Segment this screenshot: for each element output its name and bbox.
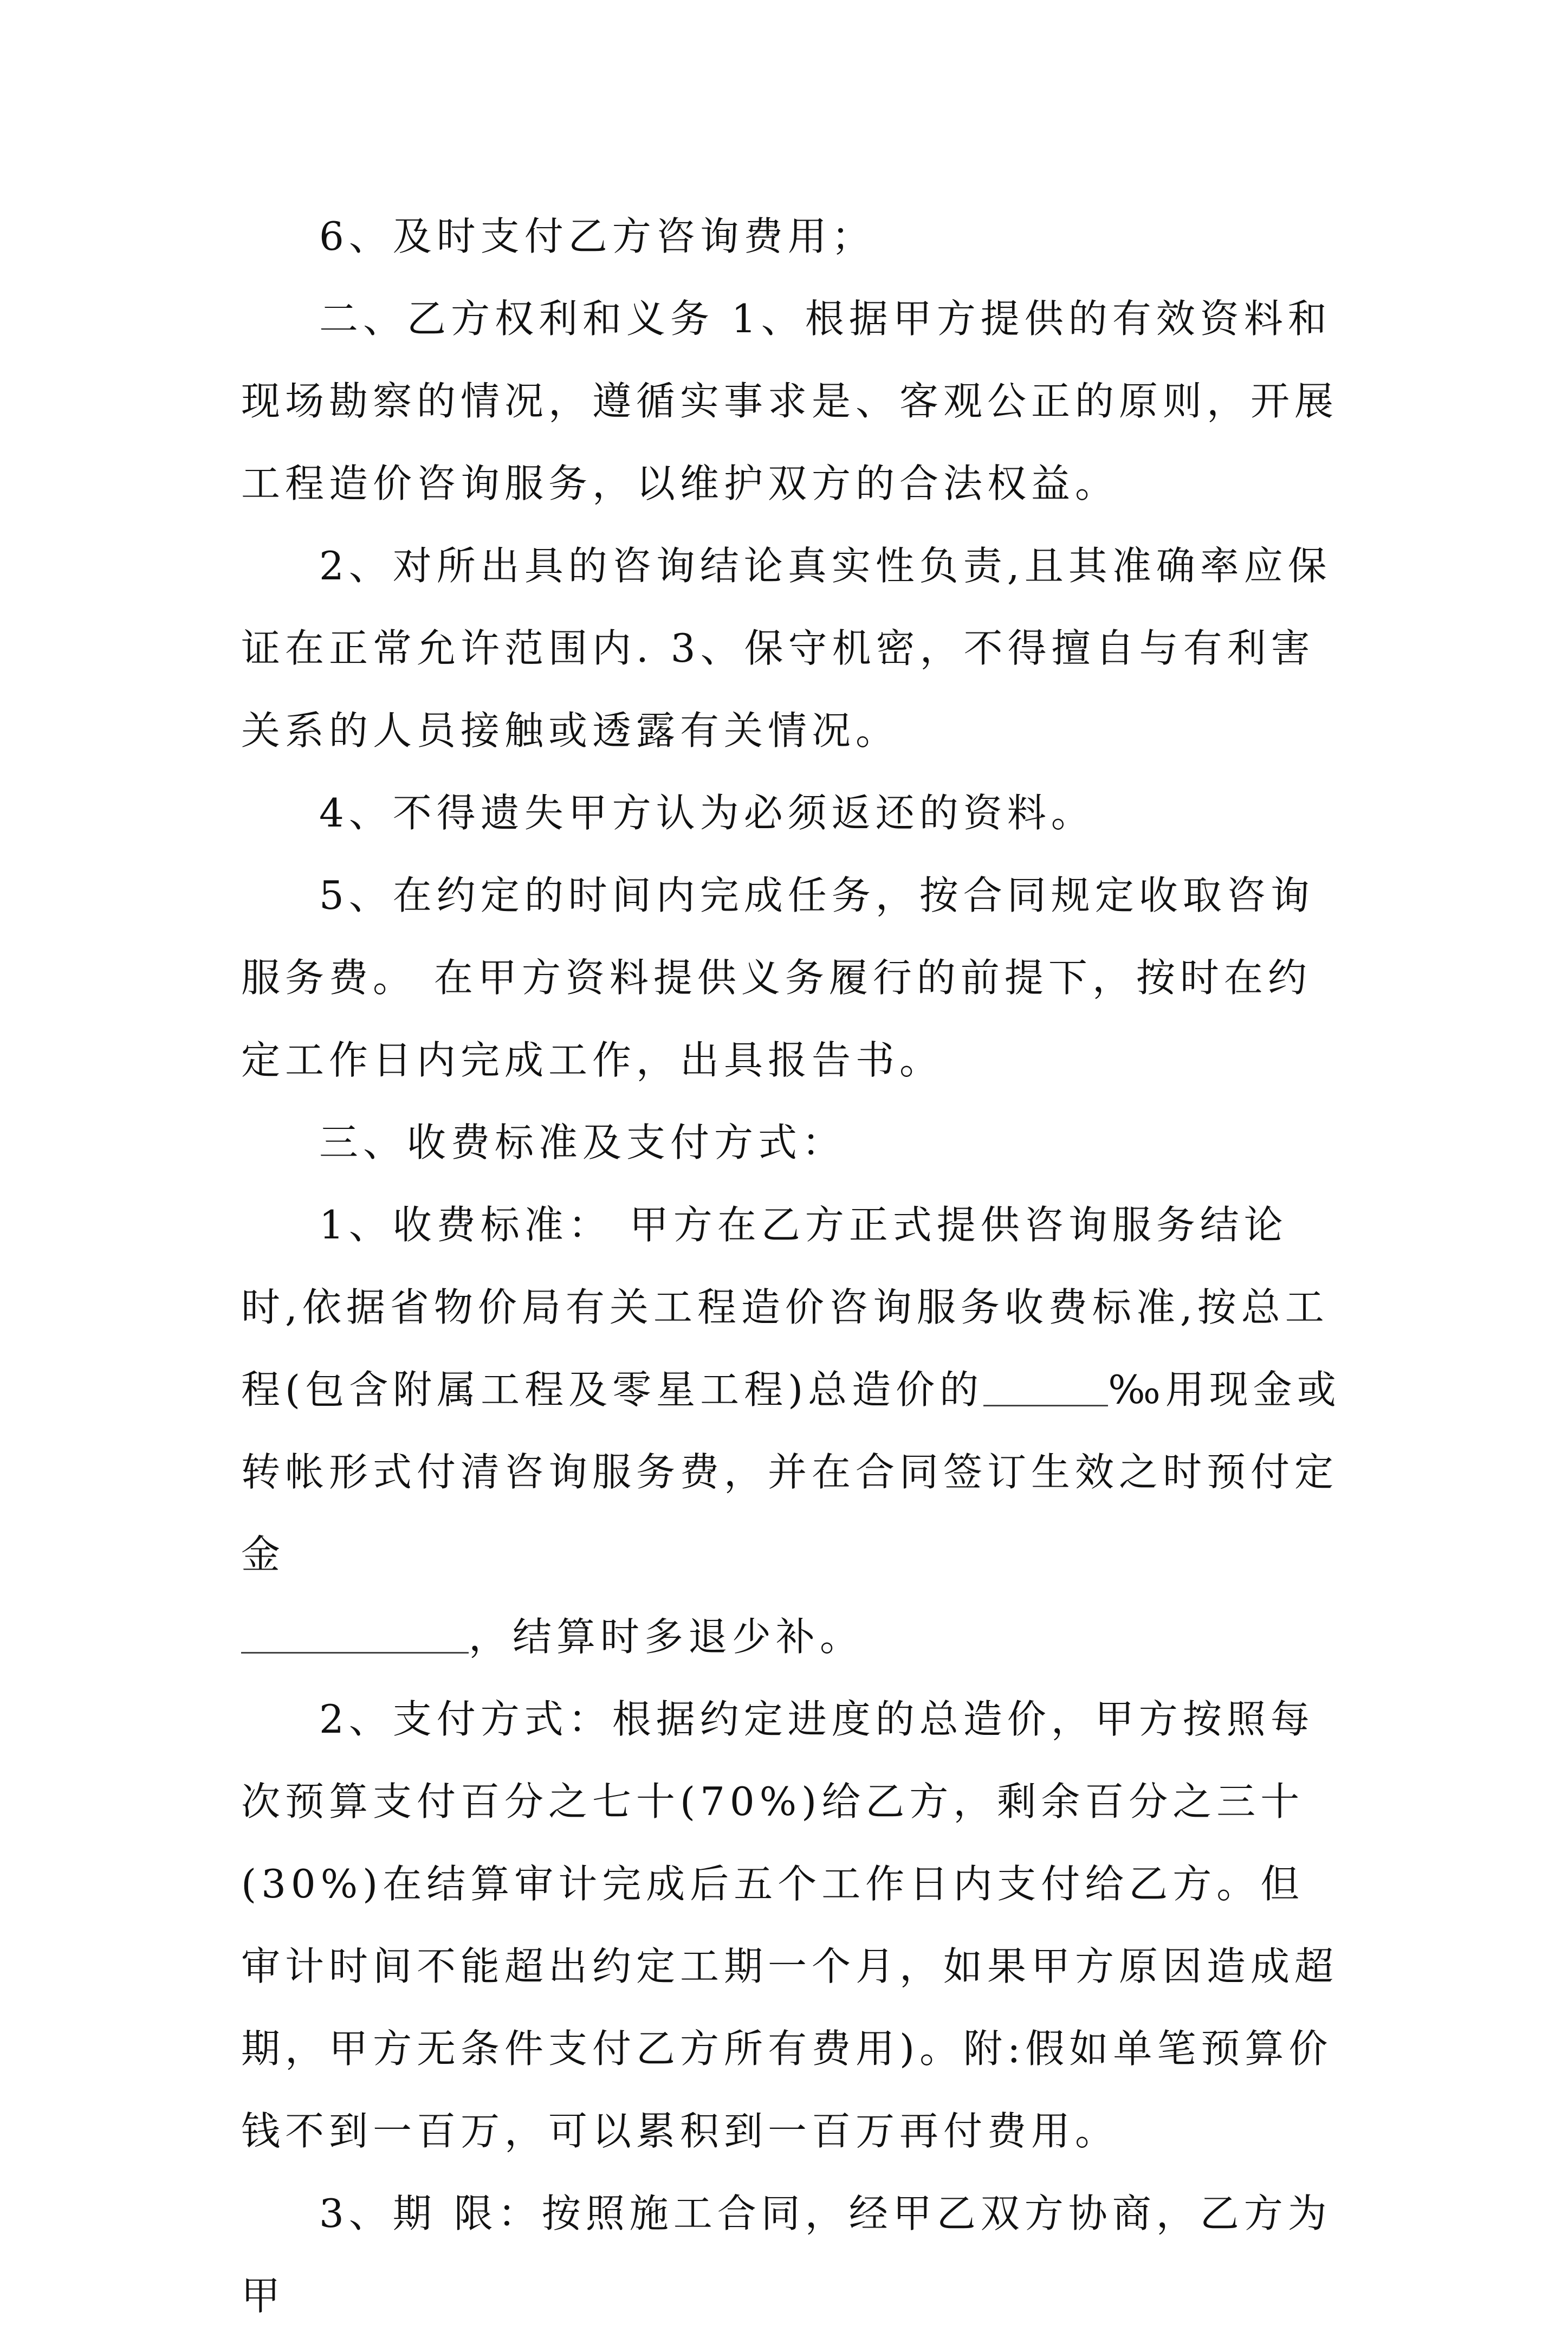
paragraph-return-materials: 4、不得遗失甲方认为必须返还的资料。 [319,790,1095,836]
fee-text-part3: ，结算时多退少补。 [469,1614,864,1660]
paragraph-fee-standard [241,1184,1346,1678]
fee-text-part1: 1、收费标准： 甲方在乙方正式提供咨询服务结论时,依据省物价局有关工程造价咨询服务收费标准,按总工程(包含附属工程及零星工程)总造价的 [241,1202,1329,1412]
deposit-blank[interactable] [241,1614,469,1654]
document-body [241,195,1346,2337]
paragraph-payment-duty: 6、及时支付乙方咨询费用； [319,214,876,259]
fee-text-part2: ‰用现金或转帐形式付清咨询服务费，并在合同签订生效之时预付定金 [241,1367,1341,1577]
paragraph-party-b-rights: 二、乙方权利和义务 1、根据甲方提供的有效资料和现场勘察的情况，遵循实事求是、客观公正的原则，开展工程造价咨询服务，以维护双方的合法权益。 [241,296,1339,506]
paragraph-complete-task: 5、在约定的时间内完成任务，按合同规定收取咨询服务费。 在甲方资料提供义务履行的前提下，按时在约定工作日内完成工作，出具报告书。 [241,873,1314,1083]
paragraph-term: 3、期 限：按照施工合同，经甲乙双方协商，乙方为甲 [241,2191,1332,2319]
section-heading-fees: 三、收费标准及支付方式： [319,1120,846,1165]
paragraph-payment-method: 2、支付方式：根据约定进度的总造价，甲方按照每次预算支付百分之七十(70%)给乙方，剩余百分之三十(30%)在结算审计完成后五个工作日内支付给乙方。但审计时间不能超出约定工期一个月，如果甲方原因造成超期，甲方无条件支付乙方所有费用)。附:假如单笔预算价钱不到一百万，可以累积到一百万再付费用。 [241,1696,1339,2154]
paragraph-accuracy-confidentiality: 2、对所出具的咨询结论真实性负责,且其准确率应保证在正常允许范围内. 3、保守机密，不得擅自与有利害关系的人员接触或透露有关情况。 [241,543,1332,753]
fee-rate-blank[interactable] [983,1367,1108,1406]
